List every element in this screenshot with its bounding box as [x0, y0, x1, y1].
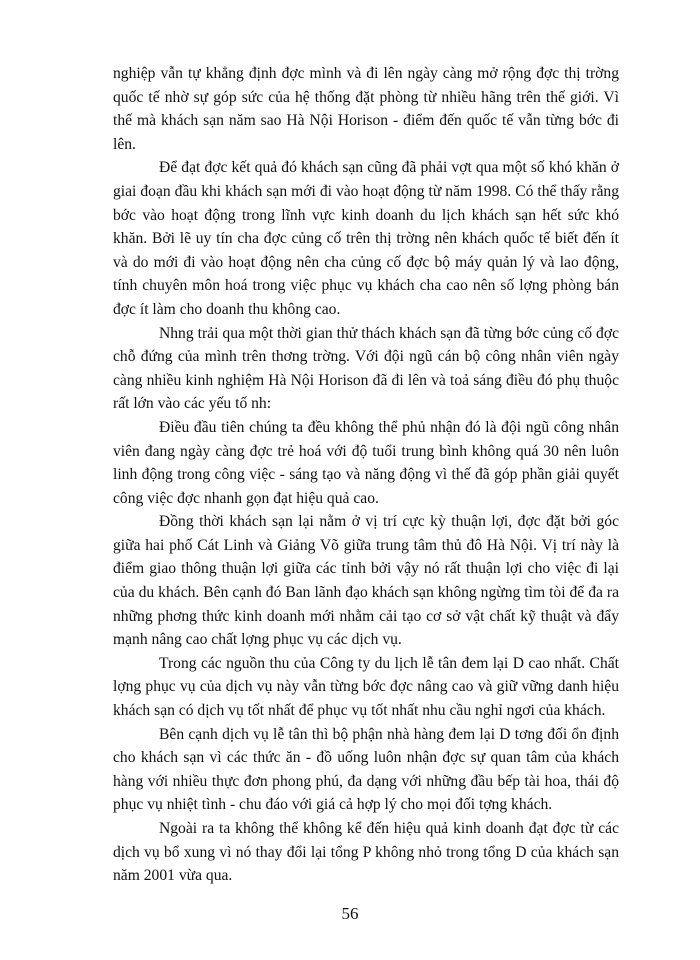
paragraph: Đồng thời khách sạn lại nằm ở vị trí cực kỳ thuận lợi, đợc đặt bởi góc giữa hai phố Cát Linh và Giảng Võ giữa trung tâm thủ đô Hà Nội. Vị trí này là điểm giao thông thuận lợi giữa các tỉnh bởi vậy nó rất thuận lợi cho việc đi lại của du khách. Bên cạnh đó Ban lãnh đạo khách sạn không ngừng tìm tòi để đa ra những phơng thức kinh doanh mới nhằm cải tạo cơ sở vật chất kỹ thuật và đẩy mạnh nâng cao chất lợng phục vụ các dịch vụ. [113, 513, 619, 649]
page-number: 56 [341, 904, 359, 923]
paragraph: Bên cạnh dịch vụ lễ tân thì bộ phận nhà hàng đem lại D tơng đối ổn định cho khách sạn vì các thức ăn - đồ uống luôn nhận đợc sự quan tâm của khách hàng với nhiều thực đơn phong phú, đa dạng với những đầu bếp tài hoa, thái độ phục vụ nhiệt tình - chu đáo với giá cả hợp lý cho mọi đối tợng khách. [113, 725, 619, 814]
paragraph: Trong các nguồn thu của Công ty du lịch lễ tân đem lại D cao nhất. Chất lợng phục vụ của dịch vụ này vẫn từng bớc đợc nâng cao và giữ vững danh hiệu khách sạn có dịch vụ tốt nhất để phục vụ tốt nhất nhu cầu nghỉ ngơi của khách. [113, 654, 619, 720]
body-text [113, 62, 619, 888]
paragraph: Ngoài ra ta không thể không kể đến hiệu quả kinh doanh đạt đợc từ các dịch vụ bổ xung vì nó thay đổi lại tổng P không nhỏ trong tổng D của khách sạn năm 2001 vừa qua. [113, 820, 619, 885]
paragraph: nghiệp vẫn tự khẳng định đợc mình và đi lên ngày càng mở rộng đợc thị trờng quốc tế nhờ sự góp sức của hệ thống đặt phòng từ nhiều hãng trên thế giới. Vì thế mà khách sạn năm sao Hà Nội Horison - điểm đến quốc tế vẫn từng bớc đi lên. [113, 65, 619, 153]
paragraph: Nhng trải qua một thời gian thử thách khách sạn đã từng bớc củng cố đợc chỗ đứng của mình trên thơng trờng. Với đội ngũ cán bộ công nhân viên ngày càng nhiều kinh nghiệm Hà Nội Horison đã đi lên và toả sáng điều đó phụ thuộc rất lớn vào các yếu tố nh: [113, 324, 619, 413]
paragraph: Để đạt đợc kết quả đó khách sạn cũng đã phải vợt qua một số khó khăn ở giai đoạn đầu khi khách sạn mới đi vào hoạt động từ năm 1998. Có thể thấy rằng bớc vào hoạt động trong lĩnh vực kinh doanh du lịch khách sạn hết sức khó khăn. Bởi lẽ uy tín cha đợc củng cố trên thị trờng nên khách quốc tế biết đến ít và do mới đi vào hoạt động nên cha củng cố đợc bộ máy quản lý và lao động, tính chuyên môn hoá trong việc phục vụ khách cha cao nên số lợng phòng bán đợc ít làm cho doanh thu không cao. [113, 159, 619, 318]
paragraph: Điều đầu tiên chúng ta đều không thể phủ nhận đó là đội ngũ công nhân viên đang ngày càng đợc trẻ hoá với độ tuổi trung bình không quá 30 nên luôn linh động trong công việc - sáng tạo và năng động vì thế đã góp phần giải quyết công việc đợc nhanh gọn đạt hiệu quả cao. [113, 418, 619, 507]
